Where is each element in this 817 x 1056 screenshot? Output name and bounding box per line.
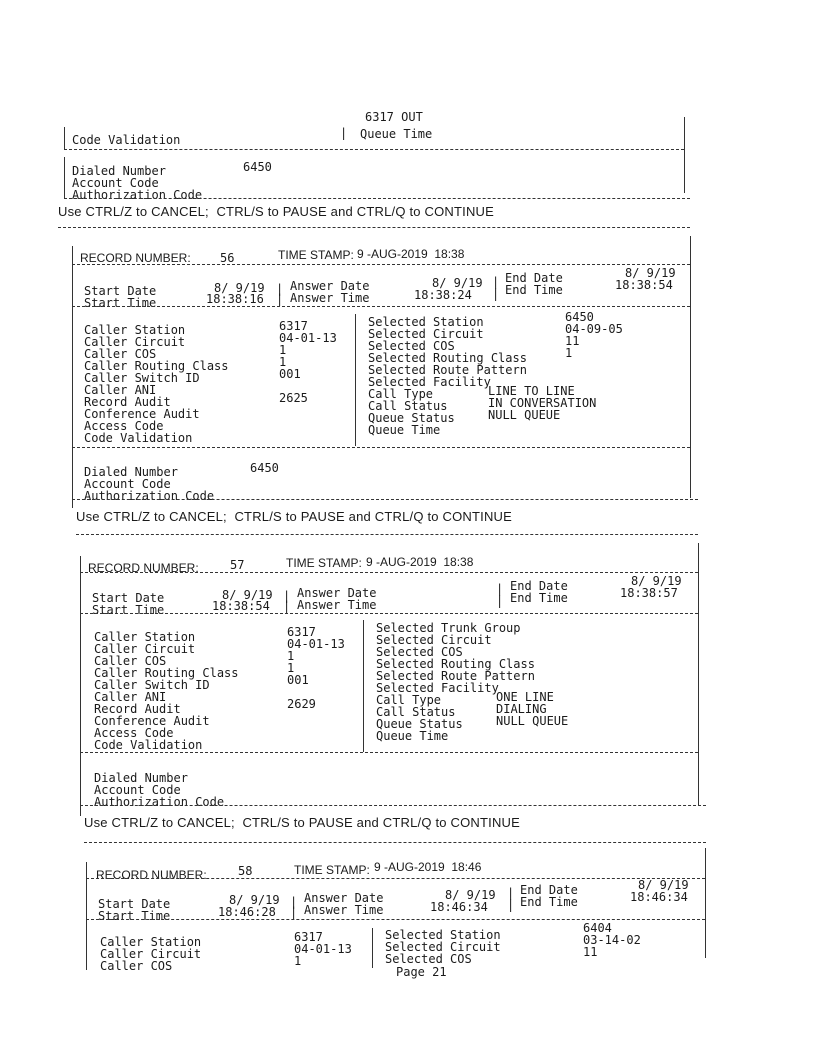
account-code-label: Account Code xyxy=(84,477,171,491)
account-code-label: Account Code xyxy=(94,783,181,797)
divider-bar: | xyxy=(276,292,284,306)
start-time-label: Start Time xyxy=(84,296,157,310)
divider-bar: | xyxy=(283,599,291,613)
queue-time-label: Queue Time xyxy=(368,423,441,437)
caller-station-value: 6317 xyxy=(279,319,308,333)
selected-cos-label: Selected COS xyxy=(376,645,463,659)
time-stamp-value: 9 -AUG-2019 18:38 xyxy=(366,555,474,569)
queue-time-label: Queue Time xyxy=(376,729,449,743)
end-time-label: End Time xyxy=(510,591,568,605)
selected-cos-label: Selected COS xyxy=(368,339,455,353)
caller-circuit-label: Caller Circuit xyxy=(94,642,196,656)
answer-date-value: 8/ 9/19 xyxy=(445,888,496,902)
selected-facility-label: Selected Facility xyxy=(376,681,499,695)
record-number-label: RECORD NUMBER: xyxy=(80,251,191,265)
start-time-label: Start Time xyxy=(98,909,171,923)
caller-switch-id-value: 001 xyxy=(287,673,309,687)
queue-status-label: Queue Status xyxy=(376,717,463,731)
dialed-number-value: 6450 xyxy=(250,461,279,475)
caller-circuit-label: Caller Circuit xyxy=(100,947,202,961)
end-date-value: 8/ 9/19 xyxy=(638,878,689,892)
record-audit-value: 2625 xyxy=(279,391,308,405)
time-stamp-label: TIME STAMP: xyxy=(294,863,370,877)
queue-status-value: NULL QUEUE xyxy=(496,714,569,728)
answer-time-label: Answer Time xyxy=(304,903,384,917)
end-date-value: 8/ 9/19 xyxy=(625,266,676,280)
selected-circuit-label: Selected Circuit xyxy=(376,633,492,647)
selected-cos-label: Selected COS xyxy=(385,952,472,966)
selected-trunk-group-label: Selected Trunk Group xyxy=(376,621,521,635)
border xyxy=(355,314,356,446)
code-validation-label: Code Validation xyxy=(84,431,193,445)
caller-station-label: Caller Station xyxy=(84,323,186,337)
divider xyxy=(58,227,690,228)
selected-circuit-value: 03-14-02 xyxy=(583,933,641,947)
conference-audit-label: Conference Audit xyxy=(94,714,210,728)
border xyxy=(72,246,73,508)
caller-cos-label: Caller COS xyxy=(94,654,167,668)
caller-routing-class-label: Caller Routing Class xyxy=(84,359,229,373)
divider xyxy=(84,842,706,843)
call-status-value: IN CONVERSATION xyxy=(488,396,597,410)
start-time-value: 18:46:28 xyxy=(218,905,276,919)
caller-station-label: Caller Station xyxy=(94,630,196,644)
caller-cos-value: 1 xyxy=(287,649,295,663)
divider-bar: | xyxy=(276,282,284,296)
record-audit-value: 2629 xyxy=(287,697,316,711)
selected-circuit-label: Selected Circuit xyxy=(385,940,501,954)
divider xyxy=(72,499,698,500)
page-number: Page 21 xyxy=(396,965,447,979)
divider-bar: | xyxy=(507,898,515,912)
selected-station-label: Selected Station xyxy=(368,315,484,329)
authorization-code-label: Authorization Code xyxy=(84,489,215,503)
caller-routing-class-value: 1 xyxy=(279,355,287,369)
divider xyxy=(72,447,690,448)
caller-circuit-value: 04-01-13 xyxy=(294,942,352,956)
border xyxy=(64,157,65,199)
ctrl-instruction: Use CTRL/Z to CANCEL; CTRL/S to PAUSE and CTRL/Q to CONTINUE xyxy=(84,815,521,830)
caller-circuit-value: 04-01-13 xyxy=(287,637,345,651)
selected-routing-class-value: 1 xyxy=(565,346,573,360)
caller-routing-class-value: 1 xyxy=(287,661,295,675)
selected-circuit-value: 04-09-05 xyxy=(565,322,623,336)
border xyxy=(690,236,691,498)
divider xyxy=(72,264,690,265)
selected-facility-label: Selected Facility xyxy=(368,375,491,389)
call-type-label: Call Type xyxy=(376,693,442,707)
answer-time-label: Answer Time xyxy=(297,598,377,612)
access-code-label: Access Code xyxy=(84,419,164,433)
divider xyxy=(86,878,705,879)
selected-circuit-label: Selected Circuit xyxy=(368,327,484,341)
time-stamp-label: TIME STAMP: xyxy=(286,556,362,570)
time-stamp-label: TIME STAMP: xyxy=(278,248,354,262)
answer-time-label: Answer Time xyxy=(290,291,370,305)
dialed-number-value: 6450 xyxy=(243,160,272,174)
start-time-label: Start Time xyxy=(92,603,165,617)
time-stamp-value: 9 -AUG-2019 18:46 xyxy=(374,860,482,874)
start-date-value: 8/ 9/19 xyxy=(214,281,265,295)
border xyxy=(80,556,81,816)
selected-routing-class-label: Selected Routing Class xyxy=(368,351,527,365)
border xyxy=(372,928,373,968)
answer-date-value: 8/ 9/19 xyxy=(432,276,483,290)
queue-status-value: NULL QUEUE xyxy=(488,408,561,422)
divider-bar: | xyxy=(492,287,500,301)
divider xyxy=(76,534,698,535)
caller-switch-id-value: 001 xyxy=(279,367,301,381)
divider xyxy=(80,613,698,614)
dialed-number-label: Dialed Number xyxy=(84,465,178,479)
caller-circuit-value: 04-01-13 xyxy=(279,331,337,345)
divider-bar: | xyxy=(340,126,348,140)
start-date-label: Start Date xyxy=(84,284,157,298)
divider-bar: | xyxy=(283,589,291,603)
ctrl-instruction: Use CTRL/Z to CANCEL; CTRL/S to PAUSE and CTRL/Q to CONTINUE xyxy=(58,204,495,219)
divider-bar: | xyxy=(290,905,298,919)
selected-cos-value: 11 xyxy=(583,945,598,959)
record-audit-label: Record Audit xyxy=(94,702,181,716)
caller-switch-id-label: Caller Switch ID xyxy=(84,371,200,385)
answer-date-label: Answer Date xyxy=(297,586,377,600)
caller-ani-label: Caller ANI xyxy=(94,690,167,704)
record-number-label: RECORD NUMBER: xyxy=(88,561,199,575)
call-type-label: Call Type xyxy=(368,387,434,401)
border xyxy=(363,620,364,752)
end-date-label: End Date xyxy=(510,579,568,593)
end-time-value: 18:46:34 xyxy=(630,890,688,904)
end-time-label: End Time xyxy=(505,283,563,297)
end-time-value: 18:38:57 xyxy=(620,586,678,600)
selected-station-value: 6450 xyxy=(565,310,594,324)
answer-time-value: 18:38:24 xyxy=(414,288,472,302)
caller-routing-class-label: Caller Routing Class xyxy=(94,666,239,680)
caller-cos-label: Caller COS xyxy=(100,959,173,973)
selected-route-pattern-label: Selected Route Pattern xyxy=(368,363,527,377)
code-validation-label: Code Validation xyxy=(72,133,181,147)
selected-route-pattern-label: Selected Route Pattern xyxy=(376,669,535,683)
divider xyxy=(64,198,690,199)
out-line: 6317 OUT xyxy=(365,110,423,124)
start-date-label: Start Date xyxy=(98,897,171,911)
divider-bar: | xyxy=(507,886,515,900)
caller-station-value: 6317 xyxy=(287,625,316,639)
call-type-value: LINE TO LINE xyxy=(488,384,575,398)
end-date-value: 8/ 9/19 xyxy=(631,574,682,588)
caller-cos-value: 1 xyxy=(294,954,302,968)
end-date-label: End Date xyxy=(505,271,563,285)
start-time-value: 18:38:54 xyxy=(212,599,270,613)
divider-bar: | xyxy=(496,582,504,596)
queue-status-label: Queue Status xyxy=(368,411,455,425)
answer-date-label: Answer Date xyxy=(304,891,384,905)
dialed-number-label: Dialed Number xyxy=(94,771,188,785)
divider xyxy=(80,572,698,573)
account-code-label: Account Code xyxy=(72,176,159,190)
answer-time-value: 18:46:34 xyxy=(430,900,488,914)
divider xyxy=(72,306,690,307)
divider-bar: | xyxy=(492,275,500,289)
selected-station-value: 6404 xyxy=(583,921,612,935)
end-time-value: 18:38:54 xyxy=(615,278,673,292)
conference-audit-label: Conference Audit xyxy=(84,407,200,421)
caller-cos-value: 1 xyxy=(279,343,287,357)
caller-cos-label: Caller COS xyxy=(84,347,157,361)
ctrl-instruction: Use CTRL/Z to CANCEL; CTRL/S to PAUSE and CTRL/Q to CONTINUE xyxy=(76,509,513,524)
call-type-value: ONE LINE xyxy=(496,690,554,704)
caller-station-label: Caller Station xyxy=(100,935,202,949)
record-number-value: 58 xyxy=(238,864,253,878)
record-number-label: RECORD NUMBER: xyxy=(96,868,207,882)
start-date-value: 8/ 9/19 xyxy=(229,893,280,907)
time-stamp-value: 9 -AUG-2019 18:38 xyxy=(357,247,465,261)
start-date-label: Start Date xyxy=(92,591,165,605)
caller-switch-id-label: Caller Switch ID xyxy=(94,678,210,692)
divider xyxy=(86,919,705,920)
record-number-value: 56 xyxy=(220,251,235,265)
queue-time-label: Queue Time xyxy=(360,127,433,141)
call-status-value: DIALING xyxy=(496,702,547,716)
border xyxy=(684,117,685,193)
access-code-label: Access Code xyxy=(94,726,174,740)
start-date-value: 8/ 9/19 xyxy=(222,588,273,602)
divider xyxy=(80,752,698,753)
border xyxy=(705,848,706,958)
divider-bar: | xyxy=(290,895,298,909)
caller-station-value: 6317 xyxy=(294,930,323,944)
divider xyxy=(64,149,684,150)
record-audit-label: Record Audit xyxy=(84,395,171,409)
code-validation-label: Code Validation xyxy=(94,738,203,752)
divider xyxy=(80,805,706,806)
record-number-value: 57 xyxy=(230,558,245,572)
answer-date-label: Answer Date xyxy=(290,279,370,293)
call-status-label: Call Status xyxy=(376,705,456,719)
dialed-number-label: Dialed Number xyxy=(72,164,166,178)
selected-cos-value: 11 xyxy=(565,334,580,348)
caller-circuit-label: Caller Circuit xyxy=(84,335,186,349)
selected-routing-class-label: Selected Routing Class xyxy=(376,657,535,671)
border xyxy=(698,543,699,805)
authorization-code-label: Authorization Code xyxy=(72,188,203,202)
caller-ani-label: Caller ANI xyxy=(84,383,157,397)
start-time-value: 18:38:16 xyxy=(206,292,264,306)
end-date-label: End Date xyxy=(520,883,578,897)
end-time-label: End Time xyxy=(520,895,578,909)
call-status-label: Call Status xyxy=(368,399,448,413)
border xyxy=(64,127,65,149)
authorization-code-label: Authorization Code xyxy=(94,795,225,809)
selected-station-label: Selected Station xyxy=(385,928,501,942)
divider-bar: | xyxy=(496,594,504,608)
